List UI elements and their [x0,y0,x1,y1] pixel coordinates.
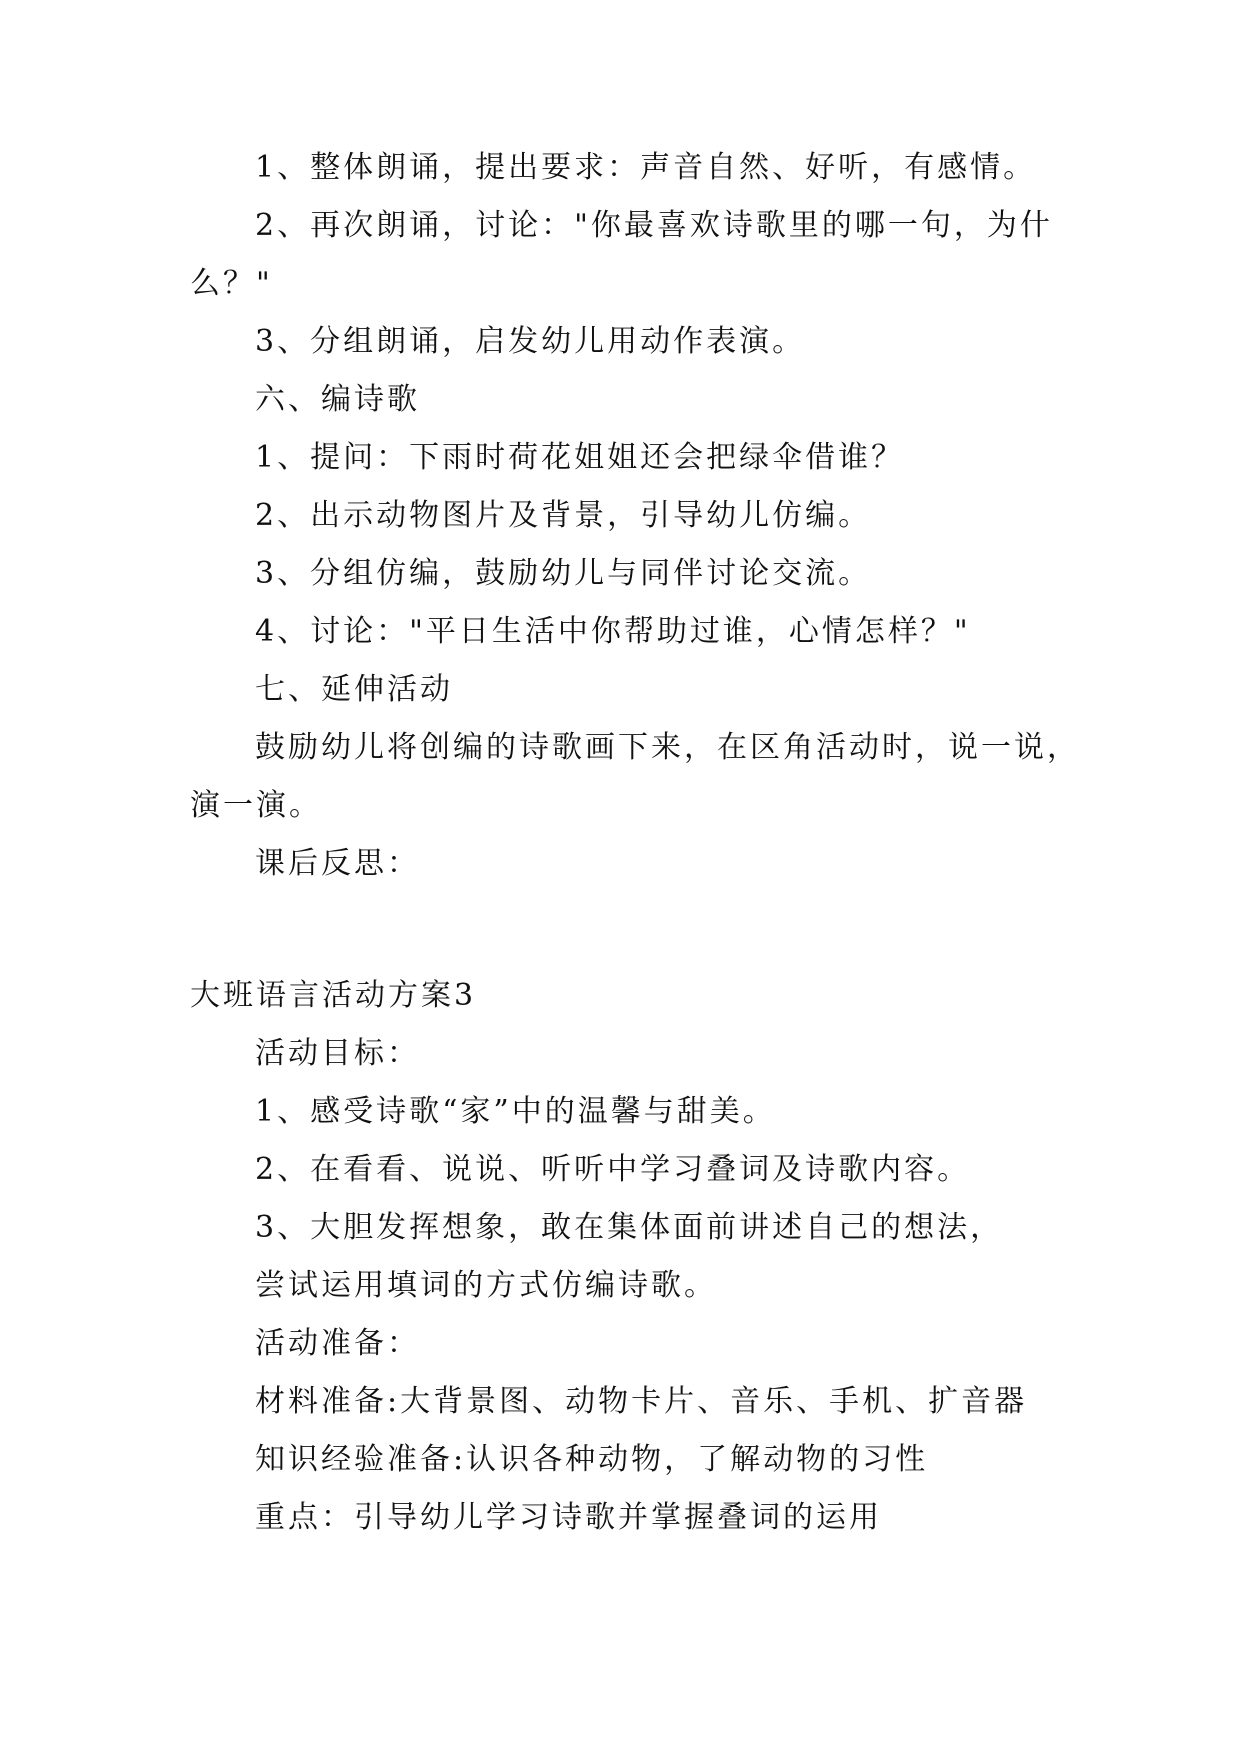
section-heading: 活动目标： [255,1036,420,1071]
document-title: 大班语言活动方案3 [190,978,477,1013]
text-line: 3、分组朗诵，启发幼儿用动作表演。 [255,324,806,359]
text-line: 尝试运用填词的方式仿编诗歌。 [255,1268,717,1303]
text-line: 1、感受诗歌“家”中的温馨与甜美。 [255,1094,776,1129]
text-line: 1、提问：下雨时荷花姐姐还会把绿伞借谁？ [255,440,905,475]
section-heading: 活动准备： [255,1326,420,1361]
text-line: 知识经验准备:认识各种动物，了解动物的习性 [255,1442,929,1477]
text-line: 重点：引导幼儿学习诗歌并掌握叠词的运用 [255,1500,882,1535]
text-line: 2、再次朗诵，讨论："你最喜欢诗歌里的哪一句，为什 [255,208,1053,243]
text-line: 2、出示动物图片及背景，引导幼儿仿编。 [255,498,872,533]
text-line: 1、整体朗诵，提出要求：声音自然、好听，有感情。 [255,150,1037,185]
text-line: 么？" [190,266,273,301]
text-line: 3、大胆发挥想象，敢在集体面前讲述自己的想法， [255,1210,1004,1245]
section-heading: 六、编诗歌 [255,382,420,417]
text-line: 演一演。 [190,788,322,823]
text-line: 鼓励幼儿将创编的诗歌画下来，在区角活动时，说一说， [255,730,1080,765]
text-line: 4、讨论："平日生活中你帮助过谁，心情怎样？" [255,614,971,649]
section-heading: 七、延伸活动 [255,672,453,707]
text-line: 2、在看看、说说、听听中学习叠词及诗歌内容。 [255,1152,971,1187]
text-line: 3、分组仿编，鼓励幼儿与同伴讨论交流。 [255,556,872,591]
text-line: 材料准备:大背景图、动物卡片、音乐、手机、扩音器 [255,1384,1028,1419]
text-line: 课后反思： [255,846,420,881]
